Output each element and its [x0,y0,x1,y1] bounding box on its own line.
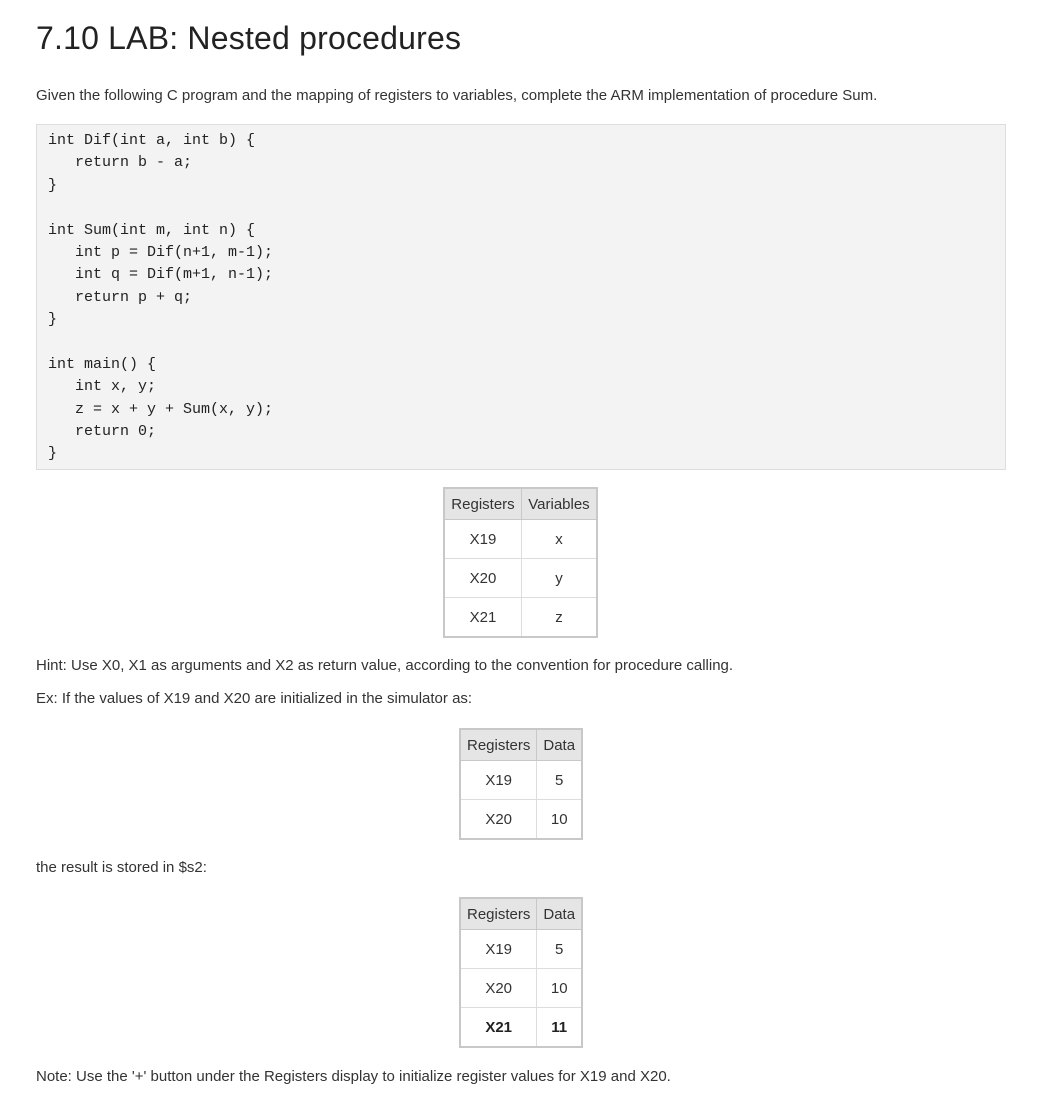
table-cell: X20 [444,559,521,598]
code-line: } [48,311,58,329]
code-line: return b - a; [48,154,193,172]
table-cell: X19 [460,761,537,800]
page-title: 7.10 LAB: Nested procedures [36,20,462,56]
table-header: Registers [444,488,521,520]
code-line [48,197,1005,219]
initial-values-table [459,728,583,840]
example-intro-text: Ex: If the values of X19 and X20 are initialized in the simulator as: [36,690,473,707]
table-row [460,761,582,800]
code-line: } [48,445,58,463]
table-cell: 10 [537,800,582,840]
register-mapping-table [443,487,598,638]
code-line: int main() { [48,355,157,373]
table-row [460,1008,582,1048]
intro-text: Given the following C program and the mapping of registers to variables, complete the ARM implementation of procedure Sum. [36,87,878,104]
code-line: int Sum(int m, int n) { [48,221,256,239]
code-line: int p = Dif(n+1, m-1); [48,243,274,261]
table-row [460,930,582,969]
code-line: return 0; [48,423,157,441]
table-row [444,598,597,638]
code-line: int x, y; [48,378,157,396]
table-cell: x [521,520,597,559]
table-header: Data [537,898,582,930]
table-row [444,520,597,559]
code-line: int q = Dif(m+1, n-1); [48,266,274,284]
table-header: Variables [521,488,597,520]
table-cell: 5 [537,930,582,969]
code-line: z = x + y + Sum(x, y); [48,400,274,418]
table-cell: 5 [537,761,582,800]
note-text: Note: Use the '+' button under the Registers display to initialize register values for X19 and X20. [36,1068,671,1085]
code-line [48,332,1005,354]
table-cell: z [521,598,597,638]
table-cell: X19 [460,930,537,969]
table-row [444,559,597,598]
table-cell: y [521,559,597,598]
table-cell: 10 [537,969,582,1008]
code-block [36,124,1006,470]
table-cell: X20 [460,969,537,1008]
table-cell: X21 [460,1008,537,1048]
code-line: int Dif(int a, int b) { [48,132,256,149]
table-row [460,800,582,840]
table-header: Data [537,729,582,761]
result-values-table [459,897,583,1048]
table-cell: X21 [444,598,521,638]
table-cell: X20 [460,800,537,840]
table-row [460,969,582,1008]
table-header: Registers [460,729,537,761]
table-header: Registers [460,898,537,930]
table-cell: X19 [444,520,521,559]
table-cell: 11 [537,1008,582,1048]
code-line: } [48,176,58,194]
hint-text: Hint: Use X0, X1 as arguments and X2 as return value, according to the convention for procedure calling. [36,657,734,674]
code-line: return p + q; [48,288,193,306]
result-intro-text: the result is stored in $s2: [36,859,207,876]
